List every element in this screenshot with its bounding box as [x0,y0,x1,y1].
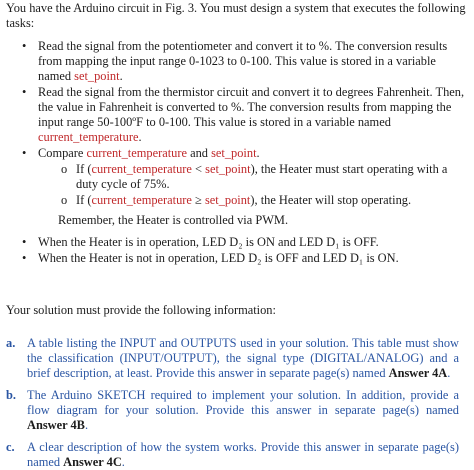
intro-line-2: tasks: [6,16,35,30]
variable-current-temperature: current_temperature [91,193,192,207]
answer-name: Answer 4C [63,455,122,469]
task-item-compare [0,146,466,161]
answer-end: . [447,366,451,380]
task-item-thermistor [0,85,466,145]
answer-description: A clear description of how the system works. Provide this answer in separate page(s) named [27,440,459,469]
condition-text: If ( [76,162,92,176]
subtask-heater-off [0,193,464,208]
intro-paragraph [6,1,468,31]
answer-description: The Arduino SKETCH required to implement your solution. In addition, provide a flow diagram for your solution. Provide this answer in separate page(s) named [27,388,459,417]
answer-description: A table listing the INPUT and OUTPUTS used in your solution. This table must show the classification (INPUT/OUTPUT), the signal type (DIGITAL/ANALOG) and a brief description, at least. Provide this answer in separate page(s) named [27,336,459,380]
condition-result: ), the Heater will stop operating. [250,193,412,207]
solution-header: Your solution must provide the following information: [6,303,276,317]
answer-item-a [0,336,459,381]
task-list [0,39,474,228]
led-rule-heater-on [0,235,466,250]
led-rule-text: When the Heater is in operation, LED D₂ is ON and LED D₁ is OFF. [38,235,379,249]
letter-marker: a. [6,336,16,350]
task-text-end: . [119,69,123,83]
compare-text-end: . [256,146,260,160]
compare-text: Compare [38,146,87,160]
pwm-note: Remember, the Heater is controlled via PWM. [58,213,289,227]
bullet-icon: • [22,235,27,249]
led-rule-heater-off [0,251,466,266]
answer-end: . [84,418,89,432]
condition-text: If ( [76,193,92,207]
letter-marker: b. [6,388,16,402]
operator: ≥ [191,193,205,207]
variable-set-point: set_point [204,193,251,207]
variable-set-point: set_point [205,162,251,176]
letter-marker: c. [6,440,15,454]
variable-current-temperature: current_temperature [91,162,192,176]
led-rule-text: When the Heater is not in operation, LED D₂ is OFF and LED D₁ is ON. [38,251,399,265]
subtask-heater-on [0,162,464,192]
intro-line-1: You have the Arduino circuit in Fig. 3. You must design a system that executes the following [6,1,466,15]
condition-result: ), the Heater must start operating with a duty cycle of 75%. [76,162,448,191]
answer-item-c [0,440,459,470]
answer-name: Answer 4A [388,366,448,380]
circle-bullet-icon: o [61,193,68,207]
bullet-icon: • [22,146,27,160]
led-rule-list [0,235,474,266]
task-item-potentiometer [0,39,466,84]
task-text: Read the signal from the potentiometer and convert it to %. The conversion results from mapping the input range 0-1023 to 0-100. This value is stored in a variable named [38,39,448,83]
circle-bullet-icon: o [61,162,68,176]
compare-text-mid: and [186,146,212,160]
variable-set-point: set_point [74,69,120,83]
answer-list [0,336,474,470]
answer-end: . [121,455,125,469]
answer-item-b [0,388,459,433]
operator: < [191,162,206,176]
task-text-end: . [138,130,142,144]
variable-current-temperature: current_temperature [38,130,139,144]
bullet-icon: • [22,85,27,99]
task-text: Read the signal from the thermistor circuit and convert it to degrees Fahrenheit. Then, the value in Fahrenheit is converted to %. The conversion results from mapping the input range 50-100ºF to 0-100. This value is stored in a variable named [38,85,465,129]
variable-set-point: set_point [211,146,257,160]
answer-name: Answer 4B [27,418,85,432]
variable-current-temperature: current_temperature [86,146,187,160]
bullet-icon: • [22,251,27,265]
bullet-icon: • [22,39,27,53]
